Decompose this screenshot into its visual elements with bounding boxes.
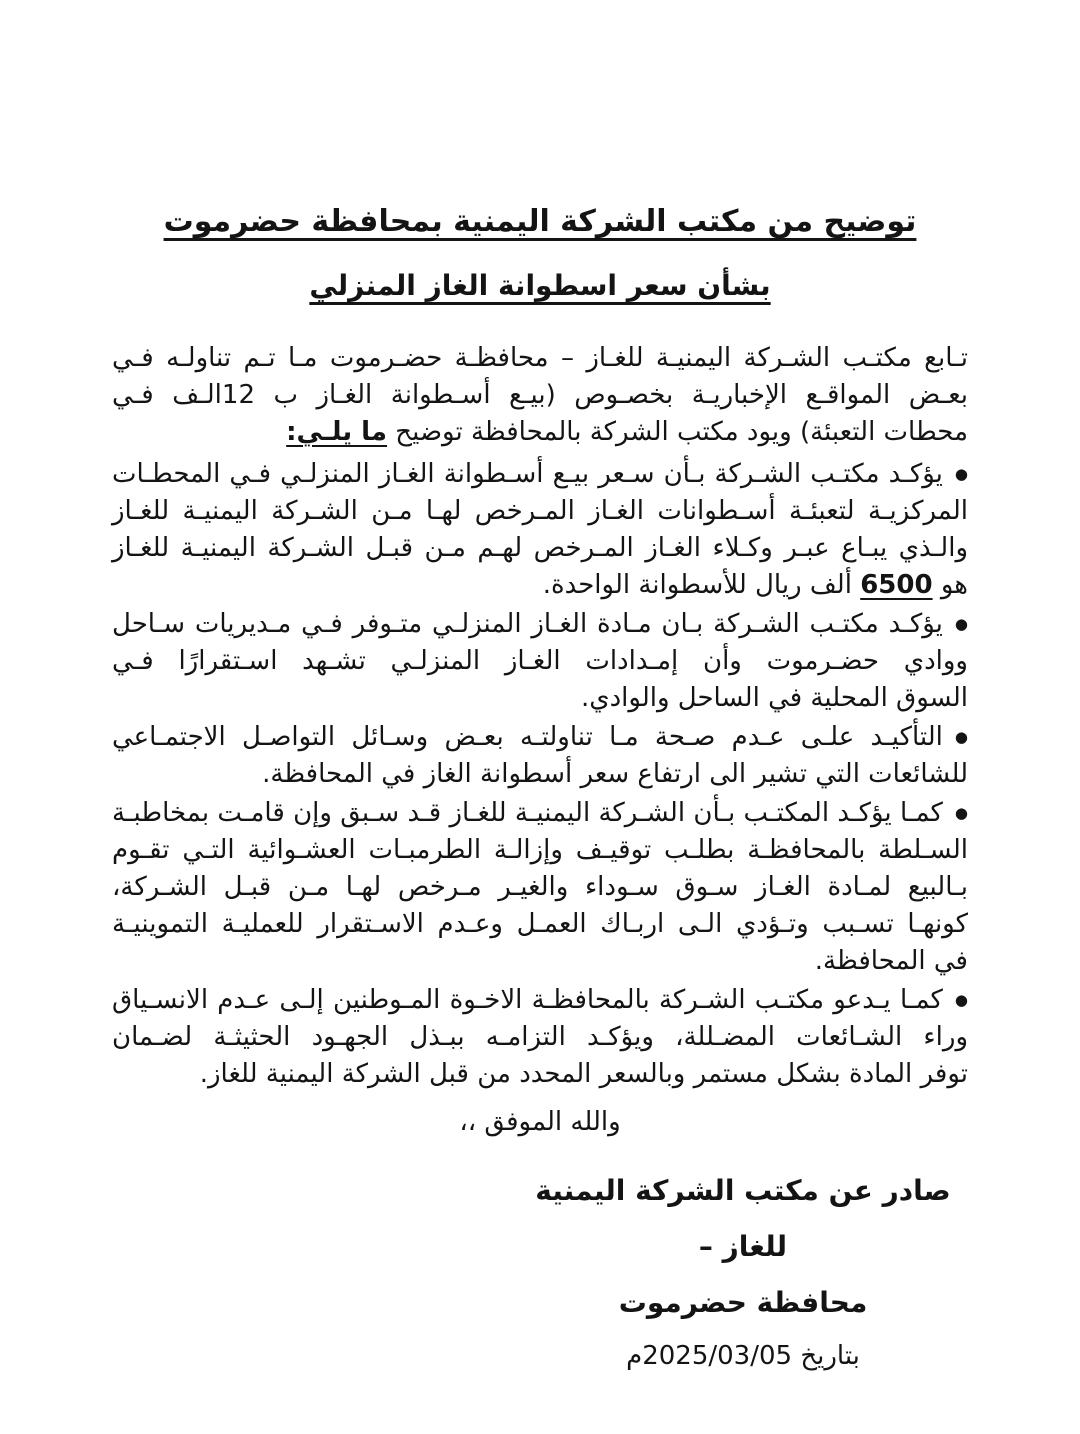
text-segment: وراء الشـائعات المضـللة، ويؤكـد التزامـه ببـذل الجهـود الحثيثـة لضـمان	[112, 1022, 968, 1052]
text-segment: 6500	[860, 570, 933, 600]
body-line	[112, 414, 968, 451]
text-segment: في المحافظة.	[814, 946, 968, 976]
bullet-dot-icon: ●	[954, 728, 968, 746]
text-segment: التأكيـد علـى عـدم صـحة مـا تناولتـه بعـض وسـائل التواصـل الاجتمـاعي	[112, 722, 943, 752]
body-line	[112, 340, 968, 377]
body-line	[112, 493, 968, 530]
text-segment: للشائعات التي تشير الى ارتفاع سعر أسطوانة الغاز في المحافظة.	[262, 759, 968, 789]
body-line	[112, 1056, 968, 1093]
body-line	[112, 832, 968, 869]
text-segment: توفر المادة بشكل مستمر وبالسعر المحدد من قبل الشركة اليمنية للغاز.	[199, 1059, 968, 1089]
text-segment: هو	[932, 570, 968, 600]
text-segment: السوق المحلية في الساحل والوادي.	[580, 683, 968, 713]
body-line	[112, 377, 968, 414]
body-line	[112, 680, 968, 717]
body-line	[112, 943, 968, 980]
text-segment: السـلطة بالمحافظـة بطلـب توقيـف وإزالـة الطرمبـات العشـوائية التـي تقـوم	[112, 835, 968, 865]
body-line	[112, 719, 968, 756]
text-segment: يؤكـد مكتـب الشـركة بـان مـادة الغـاز المنزلـي متـوفر فـي مـديريات سـاحل	[112, 609, 943, 639]
text-segment: يؤكـد مكتـب الشـركة بـأن سـعر بيـع أسـطوانة الغـاز المنزلـي فـي المحطـات	[112, 459, 943, 489]
bullet-item	[112, 456, 968, 604]
signature-line-2: محافظة حضرموت	[618, 1286, 868, 1319]
body-line	[112, 756, 968, 793]
bullet-item	[112, 719, 968, 793]
text-segment: ووادي حضـرموت وأن إمـدادات الغـاز المنزلـي تشـهد اسـتقرارًا فـي	[112, 646, 968, 676]
text-segment: ألف ريال للأسطوانة الواحدة.	[542, 570, 861, 600]
bullet-item	[112, 795, 968, 980]
body-line	[112, 1019, 968, 1056]
body-line	[112, 456, 968, 493]
text-segment: ما يلـي:	[286, 417, 388, 447]
body-line	[112, 643, 968, 680]
date-line: بتاريخ 2025/03/05م	[626, 1341, 860, 1371]
signature-line-1: صادر عن مكتب الشركة اليمنية للغاز –	[535, 1174, 951, 1263]
bullet-dot-icon: ●	[954, 804, 968, 822]
body-line	[112, 606, 968, 643]
bullet-item	[112, 982, 968, 1093]
text-segment: كمـا يؤكـد المكتـب بـأن الشـركة اليمنيـة للغـاز قـد سـبق وإن قامـت بمخاطبـة	[112, 798, 943, 828]
bullet-item	[112, 606, 968, 717]
text-segment: بـالبيع لمـادة الغـاز سـوق سـوداء والغيـر مـرخص لهـا مـن قبـل الشـركة،	[112, 872, 968, 902]
body-line	[112, 567, 968, 604]
text-segment: كونهـا تسـبب وتـؤدي الـى اربـاك العمـل وعـدم الاسـتقرار للعمليـة التموينيـة	[112, 909, 968, 939]
body-line	[112, 795, 968, 832]
text-segment: بعـض المواقـع الإخباريـة بخصـوص (بيـع أسـطوانة الغـاز ب 12الـف فـي	[112, 380, 968, 410]
text-segment: والـذي يبـاع عبـر وكـلاء الغـاز المـرخص لهـم مـن قبـل الشـركة اليمنيـة للغـاز	[112, 533, 968, 563]
text-segment: كمـا يـدعو مكتـب الشـركة بالمحافظـة الاخـوة المـوطنين إلـى عـدم الانسـياق	[112, 985, 943, 1015]
text-segment: محطات التعبئة) ويود مكتب الشركة بالمحافظة توضيح	[387, 417, 968, 447]
body-line	[112, 869, 968, 906]
intro-paragraph	[112, 340, 968, 451]
bullet-list	[112, 456, 968, 1093]
body-line	[112, 982, 968, 1019]
document-title-line-2: بشأن سعر اسطوانة الغاز المنزلي	[309, 269, 771, 302]
closing-line: والله الموفق ،،	[459, 1107, 621, 1137]
bullet-dot-icon: ●	[954, 615, 968, 633]
bullet-dot-icon: ●	[954, 991, 968, 1009]
bullet-dot-icon: ●	[954, 465, 968, 483]
document-title-line-1: توضيح من مكتب الشركة اليمنية بمحافظة حضرموت	[163, 204, 917, 239]
text-segment: المركزيـة لتعبئـة أسـطوانات الغـاز المـرخص لهـا مـن الشـركة اليمنيـة للغـاز	[112, 496, 968, 526]
body-line	[112, 906, 968, 943]
text-segment: تـابع مكتـب الشـركة اليمنيـة للغـاز – محافظـة حضـرموت مـا تـم تناولـه فـي	[112, 343, 968, 373]
body-line	[112, 530, 968, 567]
signature-block	[528, 1163, 958, 1381]
